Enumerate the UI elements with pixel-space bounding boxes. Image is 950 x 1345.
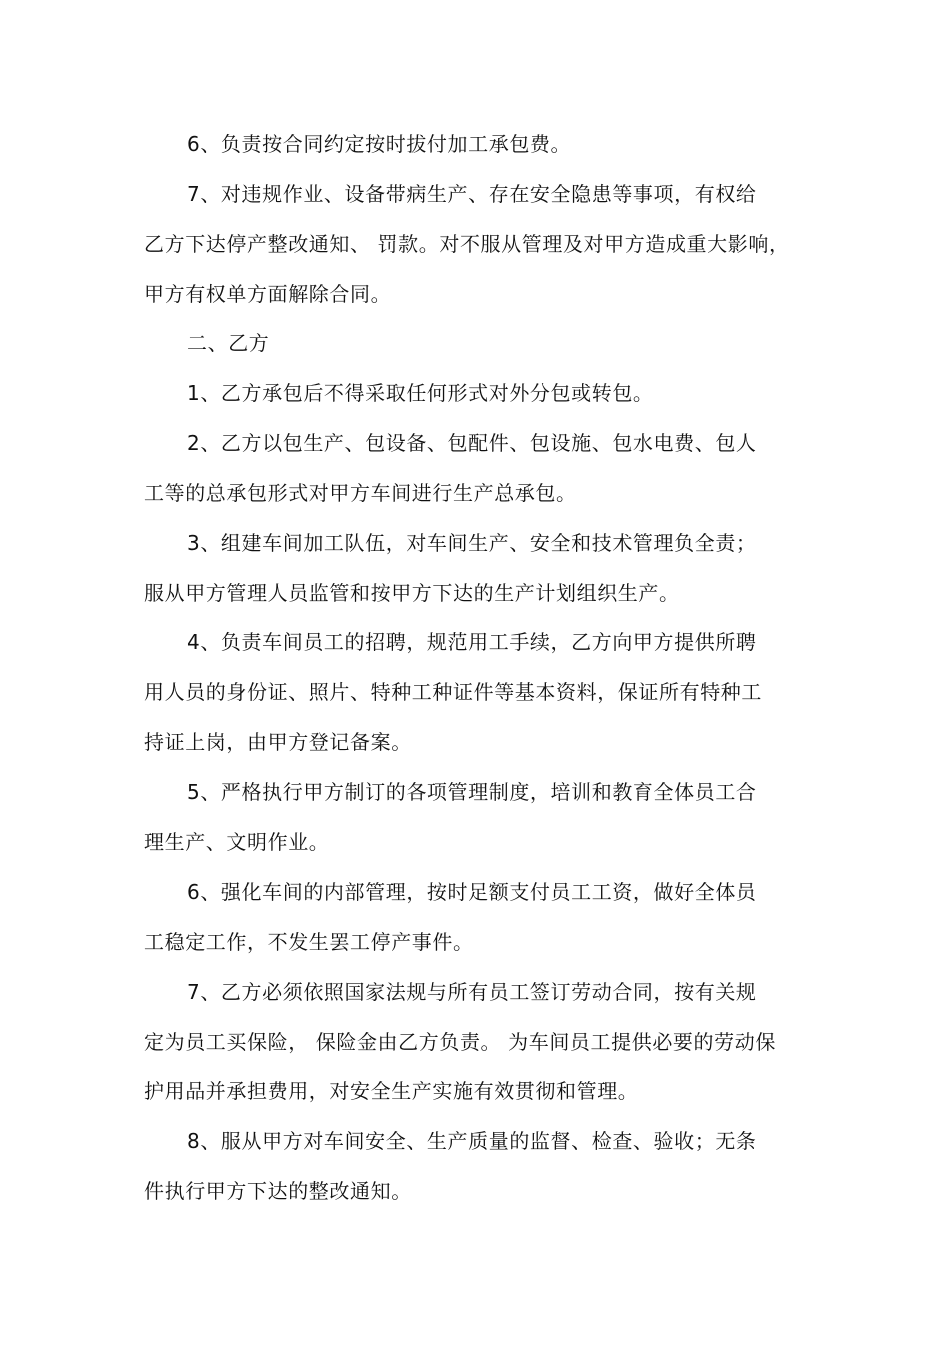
text-line: 服从甲方管理人员监管和按甲方下达的生产计划组织生产。 <box>144 581 680 605</box>
text-line: 2、乙方以包生产、包设备、包配件、包设施、包水电费、包人 <box>187 431 757 455</box>
text-line: 7、对违规作业、设备带病生产、存在安全隐患等事项，有权给 <box>187 182 757 206</box>
text-line: 工等的总承包形式对甲方车间进行生产总承包。 <box>144 481 577 505</box>
text-line: 6、强化车间的内部管理，按时足额支付员工工资，做好全体员 <box>187 880 757 904</box>
section-heading: 二、乙方 <box>187 331 270 355</box>
text-line: 甲方有权单方面解除合同。 <box>144 282 392 306</box>
text-line: 1、乙方承包后不得采取任何形式对外分包或转包。 <box>187 381 654 405</box>
text-line: 持证上岗，由甲方登记备案。 <box>144 730 412 754</box>
text-line: 定为员工买保险， 保险金由乙方负责。 为车间员工提供必要的劳动保 <box>144 1030 776 1054</box>
text-line: 工稳定工作，不发生罢工停产事件。 <box>144 930 474 954</box>
text-line: 4、负责车间员工的招聘，规范用工手续，乙方向甲方提供所聘 <box>187 630 757 654</box>
text-line: 用人员的身份证、照片、特种工种证件等基本资料，保证所有特种工 <box>144 680 762 704</box>
text-line: 8、服从甲方对车间安全、生产质量的监督、检查、验收；无条 <box>187 1129 757 1153</box>
text-line: 3、组建车间加工队伍，对车间生产、安全和技术管理负全责； <box>187 531 757 555</box>
text-line: 件执行甲方下达的整改通知。 <box>144 1179 412 1203</box>
text-line: 乙方下达停产整改通知、 罚款。对不服从管理及对甲方造成重大影响， <box>144 232 790 256</box>
text-line: 理生产、文明作业。 <box>144 830 330 854</box>
text-line: 6、负责按合同约定按时拔付加工承包费。 <box>187 132 572 156</box>
text-line: 护用品并承担费用，对安全生产实施有效贯彻和管理。 <box>144 1079 639 1103</box>
text-line: 5、严格执行甲方制订的各项管理制度，培训和教育全体员工合 <box>187 780 757 804</box>
text-line: 7、乙方必须依照国家法规与所有员工签订劳动合同，按有关规 <box>187 980 757 1004</box>
